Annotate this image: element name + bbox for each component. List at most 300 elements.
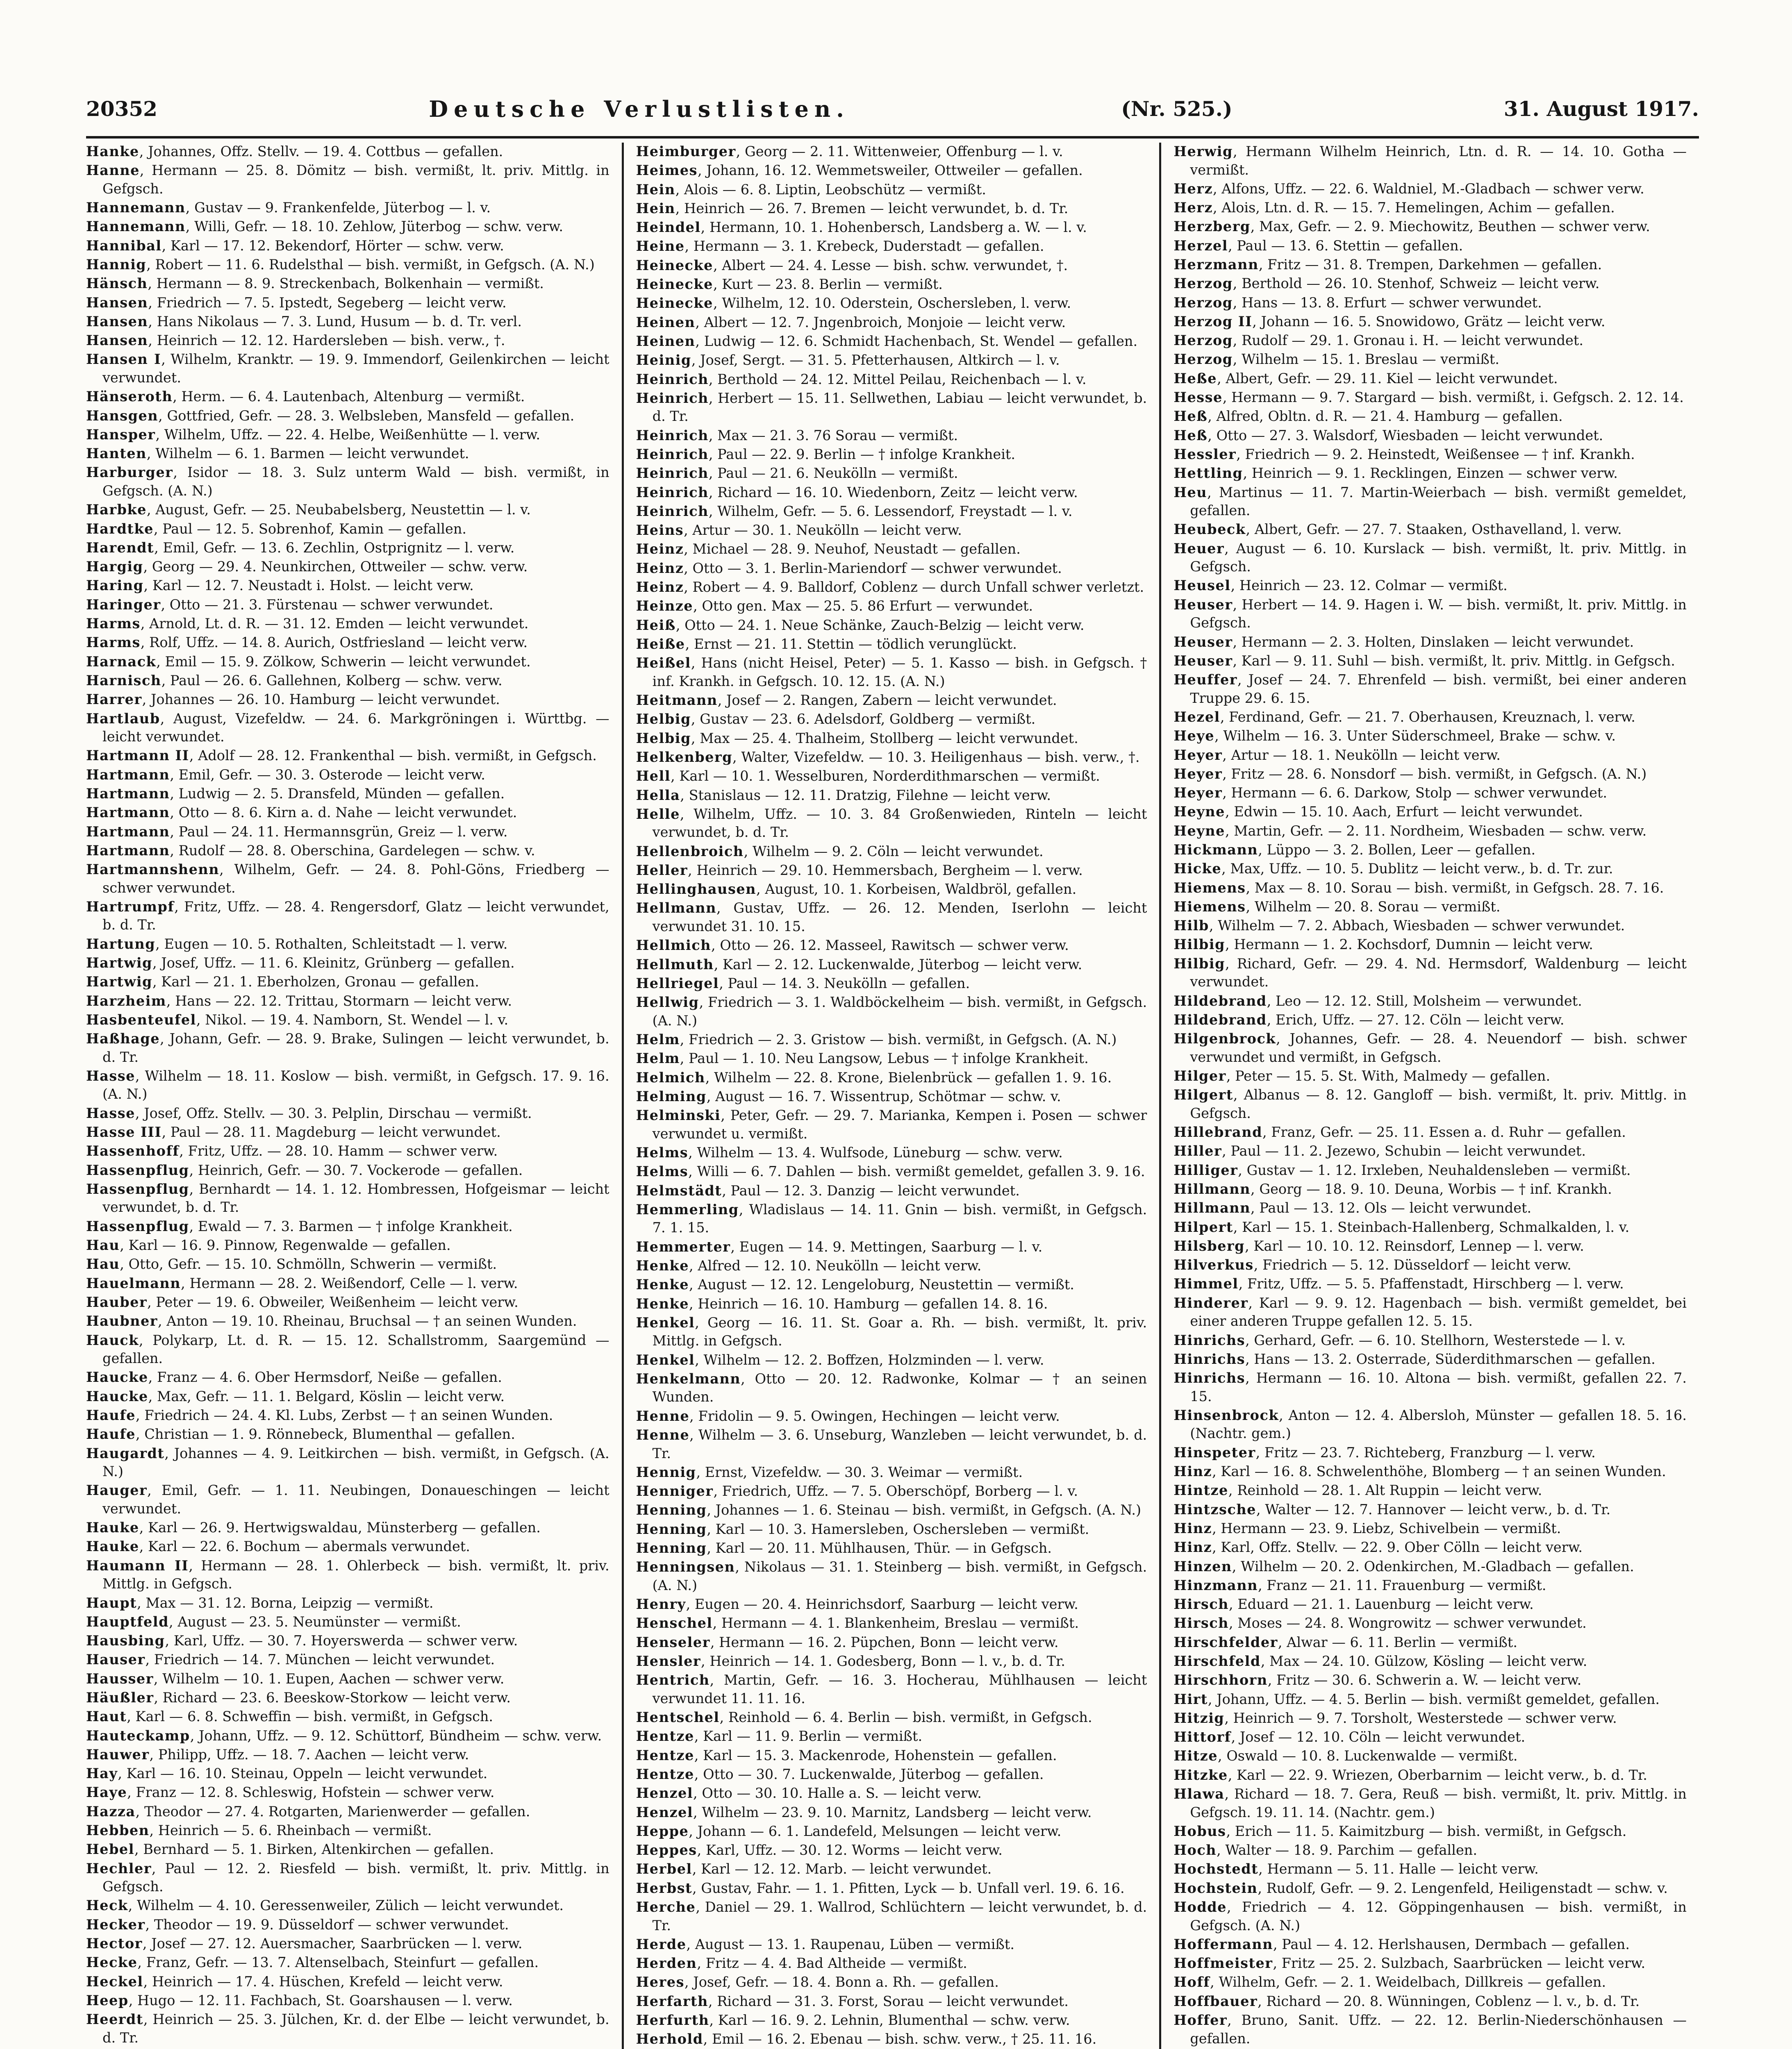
entry-details: Walter, Vizefeldw. — 10. 3. Heiligenhaus — bish. verw., †. <box>741 749 1140 765</box>
entry-surname: Hauger , <box>86 1482 161 1498</box>
entry-surname: Hitzig , <box>1173 1710 1233 1726</box>
casualty-entry <box>86 199 609 217</box>
casualty-entry <box>636 1652 1147 1671</box>
entry-surname: Hassenpflug , <box>86 1181 199 1197</box>
casualty-entry <box>86 842 609 860</box>
casualty-entry <box>1173 1538 1687 1557</box>
casualty-entry <box>636 1370 1147 1406</box>
entry-details: Karl, Uffz. — 30. 12. Worms — leicht verw. <box>705 1842 1003 1858</box>
casualty-entry <box>86 2010 609 2047</box>
casualty-entry <box>1173 388 1687 407</box>
entry-details: Max, Gefr. — 2. 9. Miechowitz, Beuthen — schwer verw. <box>1259 218 1650 235</box>
entry-surname: Hartmann , <box>86 843 179 859</box>
entry-details: Max — 21. 3. 76 Sorau — vermißt. <box>717 427 958 443</box>
casualty-entry <box>1173 332 1687 350</box>
casualty-entry <box>86 143 609 161</box>
entry-surname: Heuffer , <box>1173 672 1248 688</box>
entry-surname: Hellinghausen , <box>636 881 765 897</box>
entry-details: Wilhelm — 7. 2. Abbach, Wiesbaden — schwer verwundet. <box>1218 918 1625 934</box>
entry-surname: Heinen , <box>636 333 704 349</box>
entry-surname: Hassenpflug , <box>86 1162 198 1178</box>
entry-surname: Heller , <box>636 862 697 878</box>
entry-surname: Hannemann , <box>86 218 194 234</box>
casualty-entry <box>86 634 609 652</box>
entry-surname: Henning , <box>636 1502 716 1518</box>
entry-surname: Hargig , <box>86 559 152 575</box>
entry-details: Karl, Uffz. — 30. 7. Hoyerswerda — schwer verw. <box>173 1633 518 1649</box>
entry-details: Hermann — 23. 9. Liebz, Schivelbein — vermißt. <box>1221 1520 1561 1536</box>
casualty-entry <box>636 1747 1147 1765</box>
entry-surname: Henniger , <box>636 1483 722 1499</box>
entry-surname: Henkel , <box>636 1352 704 1368</box>
entry-details: Wilhelm — 4. 10. Geressenweiler, Zülich — leicht verwundet. <box>136 1897 564 1914</box>
entry-details: Otto — 30. 7. Luckenwalde, Jüterbog — gefallen. <box>703 1766 1044 1782</box>
entry-details: Heinrich, Gefr. — 30. 7. Vockerode — gefallen. <box>198 1162 523 1178</box>
entry-details: Hermann — 28. 2. Weißendorf, Celle — l. verw. <box>189 1275 518 1291</box>
casualty-entry <box>636 257 1147 275</box>
entry-details: Otto — 21. 3. Fürstenau — schwer verwundet. <box>169 596 493 613</box>
casualty-entry <box>86 691 609 709</box>
entry-details: Kurt — 23. 8. Berlin — vermißt. <box>722 276 943 293</box>
entry-details: Georg — 2. 11. Wittenweier, Offenburg — l. v. <box>744 143 1063 159</box>
entry-details: Hermann — 9. 7. Stargard — bish. vermißt, i. Gefgsch. 2. 12. 14. <box>1231 389 1684 406</box>
entry-surname: Heck , <box>86 1897 137 1913</box>
entry-surname: Hanke , <box>86 143 148 159</box>
entry-surname: Heißel , <box>636 655 701 671</box>
entry-details: Artur — 30. 1. Neukölln — leicht verw. <box>692 522 962 538</box>
entry-surname: Hinspeter , <box>1173 1445 1264 1461</box>
casualty-entry <box>636 1163 1147 1181</box>
casualty-entry <box>1173 727 1687 745</box>
entry-surname: Heiße , <box>636 636 694 652</box>
entry-surname: Hinrichs , <box>1173 1332 1254 1348</box>
casualty-entry <box>86 1708 609 1726</box>
entry-surname: Hillmann , <box>1173 1181 1259 1197</box>
entry-surname: Herfarth , <box>636 1993 717 2009</box>
entry-details: Friedrich — 7. 5. Ipstedt, Segeberg — leicht verw. <box>157 294 507 311</box>
entry-surname: Heep , <box>86 1992 137 2008</box>
casualty-entry <box>86 766 609 784</box>
entry-details: Bernhard — 5. 1. Birken, Altenkirchen — gefallen. <box>143 1841 494 1858</box>
entry-details: Peter — 15. 5. St. With, Malmedy — gefallen. <box>1235 1068 1551 1084</box>
casualty-entry <box>86 1651 609 1669</box>
entry-details: Christian — 1. 9. Rönnebeck, Blumenthal — gefallen. <box>144 1426 515 1442</box>
casualty-entry <box>636 748 1147 767</box>
entry-details: Wilhelm — 20. 2. Odenkirchen, M.-Gladbach — gefallen. <box>1241 1558 1634 1574</box>
entry-details: Emil, Gefr. — 1. 11. Neubingen, Donaueschingen — leicht verwundet. <box>102 1482 609 1517</box>
entry-surname: Herzog , <box>1173 332 1242 348</box>
entry-surname: Hellriegel , <box>636 975 728 991</box>
entry-details: Wilhelm, 12. 10. Oderstein, Oschersleben, l. verw. <box>722 295 1071 311</box>
entry-surname: Hemmerter , <box>636 1239 739 1255</box>
entry-surname: Heinrich , <box>636 503 718 519</box>
entry-details: Max, Uffz. — 10. 5. Dublitz — leicht verw., b. d. Tr. zur. <box>1230 861 1613 877</box>
entry-surname: Heubeck , <box>1173 521 1254 537</box>
casualty-entry <box>86 1142 609 1161</box>
entry-details: Gustav, Uffz. — 26. 12. Menden, Iserlohn — leicht verwundet 31. 10. 15. <box>652 900 1147 934</box>
entry-details: Josef — 27. 12. Auersmacher, Saarbrücken — l. verw. <box>151 1935 523 1952</box>
entry-details: Wilhelm, Gefr. — 2. 1. Weidelbach, Dillkreis — gefallen. <box>1219 1974 1606 1990</box>
entry-surname: Hinz , <box>1173 1539 1221 1555</box>
casualty-entry <box>1173 1973 1687 1992</box>
entry-details: Otto — 20. 12. Radwonke, Kolmar — † an seinen Wunden. <box>652 1370 1147 1405</box>
entry-surname: Heyer , <box>1173 747 1231 763</box>
entry-details: Karl — 15. 3. Mackenrode, Hohenstein — gefallen. <box>703 1747 1057 1763</box>
casualty-entry <box>636 445 1147 464</box>
entry-surname: Hauser , <box>86 1651 154 1667</box>
entry-details: Alfred, Obltn. d. R. — 21. 4. Hamburg — gefallen. <box>1216 408 1563 425</box>
casualty-entry <box>636 1295 1147 1313</box>
entry-surname: Heinrich , <box>636 484 718 500</box>
casualty-entry <box>86 1293 609 1312</box>
entry-surname: Hinz , <box>1173 1463 1221 1479</box>
casualty-entry <box>86 445 609 463</box>
casualty-entry <box>86 785 609 803</box>
entry-details: Stanislaus — 12. 11. Dratzig, Filehne — leicht verw. <box>689 787 1051 803</box>
issue-date: 31. August 1917. <box>1503 97 1699 121</box>
casualty-entry <box>636 975 1147 993</box>
entry-details: Gustav — 23. 6. Adelsdorf, Goldberg — vermißt. <box>700 711 1036 727</box>
entry-surname: Hinzmann , <box>1173 1577 1267 1593</box>
entry-details: Otto — 30. 10. Halle a. S. — leicht verw. <box>702 1785 982 1801</box>
casualty-entry <box>1173 407 1687 426</box>
entry-surname: Hartmann II , <box>86 747 198 763</box>
entry-details: Friedrich — 9. 2. Heinstedt, Weißensee — † inf. Krankh. <box>1245 446 1635 462</box>
entry-surname: Hasse , <box>86 1105 144 1121</box>
casualty-entry <box>86 1954 609 1972</box>
entry-surname: Henkel , <box>636 1315 707 1331</box>
entry-details: Fritz, Uffz. — 5. 5. Pfaffenstadt, Hirschberg — l. verw. <box>1247 1276 1624 1292</box>
entry-surname: Heitmann , <box>636 692 726 708</box>
entry-surname: Hauwer , <box>86 1747 158 1763</box>
casualty-entry <box>1173 1935 1687 1954</box>
entry-details: Eugen — 10. 5. Rothalten, Schleitstadt — l. verw. <box>164 936 508 952</box>
entry-surname: Hartmann , <box>86 824 179 840</box>
entry-surname: Hilgert , <box>1173 1087 1244 1103</box>
casualty-entry <box>86 1689 609 1707</box>
entry-surname: Heß , <box>1173 408 1216 424</box>
entry-surname: Hänseroth , <box>86 388 182 404</box>
entry-details: Karl — 16. 10. Steinau, Oppeln — leicht verwundet. <box>126 1765 488 1782</box>
entry-details: Fritz — 4. 4. Bad Altheide — vermißt. <box>705 1955 967 1972</box>
casualty-entry <box>1173 671 1687 707</box>
casualty-columns <box>86 143 1699 2049</box>
entry-details: Josef, Uffz. — 11. 6. Kleinitz, Grünberg — gefallen. <box>161 954 515 971</box>
entry-surname: Hiemens , <box>1173 880 1254 896</box>
page-header <box>86 89 1699 128</box>
entry-details: Erich, Uffz. — 27. 12. Cöln — leicht verw. <box>1276 1011 1565 1028</box>
entry-surname: Heyne , <box>1173 804 1234 820</box>
entry-surname: Hesse , <box>1173 389 1231 405</box>
casualty-entry <box>1173 484 1687 520</box>
entry-details: Georg — 18. 9. 10. Deuna, Worbis — † inf. Krankh. <box>1259 1181 1612 1197</box>
entry-details: Nikolaus — 31. 1. Steinberg — bish. vermißt, in Gefgsch. (A. N.) <box>652 1559 1147 1593</box>
entry-details: Hermann — 16. 10. Altona — bish. vermißt, gefallen 22. 7. 15. <box>1190 1370 1687 1404</box>
casualty-entry <box>86 1481 609 1518</box>
entry-surname: Hildebrand , <box>1173 993 1276 1009</box>
casualty-entry <box>636 275 1147 294</box>
casualty-entry <box>1173 237 1687 255</box>
entry-surname: Henry , <box>636 1596 695 1612</box>
entry-details: Karl — 2. 12. Luckenwalde, Jüterbog — leicht verw. <box>723 956 1082 972</box>
entry-details: Richard — 31. 3. Forst, Sorau — leicht verwundet. <box>717 1993 1069 2009</box>
entry-surname: Herde , <box>636 1936 695 1952</box>
entry-surname: Helm , <box>636 1050 689 1066</box>
entry-surname: Henning , <box>636 1540 716 1556</box>
entry-details: Paul — 12. 5. Sobrenhof, Kamin — gefallen. <box>162 520 467 537</box>
casualty-entry <box>1173 1463 1687 1481</box>
entry-details: Wilhelm — 9. 2. Cöln — leicht verwundet. <box>752 843 1044 859</box>
entry-surname: Helkenberg , <box>636 749 741 765</box>
casualty-entry <box>1173 1577 1687 1595</box>
entry-surname: Hennig , <box>636 1464 705 1480</box>
casualty-entry <box>636 1407 1147 1426</box>
entry-details: Robert — 11. 6. Rudelsthal — bish. vermißt, in Gefgsch. (A. N.) <box>155 256 595 273</box>
entry-surname: Haufe , <box>86 1407 144 1423</box>
entry-details: Hermann Wilhelm Heinrich, Ltn. d. R. — 14. 10. Gotha — vermißt. <box>1190 143 1687 178</box>
casualty-entry <box>1173 860 1687 878</box>
entry-details: Rudolf, Gefr. — 9. 2. Lengenfeld, Heiligenstadt — schw. v. <box>1266 1880 1668 1896</box>
entry-surname: Herzberg , <box>1173 218 1259 234</box>
casualty-entry <box>1173 1369 1687 1406</box>
entry-details: Georg — 16. 11. St. Goar a. Rh. — bish. vermißt, lt. priv. Mittlg. in Gefgsch. <box>652 1314 1147 1349</box>
entry-surname: Hitze , <box>1173 1748 1226 1764</box>
entry-surname: Harms , <box>86 616 149 632</box>
entry-details: Heinrich — 12. 12. Hardersleben — bish. verw., †. <box>157 332 505 349</box>
casualty-entry <box>1173 1086 1687 1122</box>
entry-surname: Hauck , <box>86 1332 152 1348</box>
casualty-entry <box>1173 1766 1687 1785</box>
casualty-entry <box>1173 1595 1687 1614</box>
casualty-entry <box>86 577 609 595</box>
casualty-entry <box>1173 577 1687 595</box>
entry-details: Gustav, Fahr. — 1. 1. Pfitten, Lyck — b. Unfall verl. 19. 6. 16. <box>701 1880 1125 1896</box>
page-number: 20352 <box>86 97 157 121</box>
casualty-entry <box>1173 803 1687 821</box>
entry-surname: Hauber , <box>86 1294 156 1310</box>
entry-surname: Hilliger , <box>1173 1162 1246 1178</box>
casualty-entry <box>86 596 609 614</box>
entry-surname: Hansen , <box>86 332 157 348</box>
entry-details: Johann, Gefr. — 28. 9. Brake, Sulingen — leicht verwundet, b. d. Tr. <box>102 1031 609 1065</box>
entry-details: Fritz — 30. 6. Schwerin a. W. — leicht verw. <box>1276 1672 1582 1688</box>
casualty-entry <box>1173 1898 1687 1935</box>
entry-details: Fritz — 23. 7. Richteberg, Franzburg — l. verw. <box>1264 1444 1596 1461</box>
entry-surname: Hebel , <box>86 1841 143 1857</box>
entry-details: Edwin — 15. 10. Aach, Erfurt — leicht verwundet. <box>1234 804 1583 820</box>
casualty-entry <box>86 1746 609 1764</box>
entry-surname: Helmich , <box>636 1070 714 1086</box>
entry-details: Johannes — 4. 9. Leitkirchen — bish. vermißt, in Gefgsch. (A. N.) <box>102 1445 609 1480</box>
casualty-entry <box>86 1406 609 1425</box>
casualty-entry <box>1173 879 1687 897</box>
casualty-entry <box>636 1314 1147 1350</box>
entry-details: Fritz — 25. 2. Sulzbach, Saarbrücken — leicht verw. <box>1281 1955 1646 1972</box>
entry-surname: Heu , <box>1173 484 1219 500</box>
entry-surname: Hannemann , <box>86 200 194 216</box>
entry-surname: Hinsenbrock , <box>1173 1407 1288 1423</box>
casualty-entry <box>86 218 609 236</box>
casualty-entry <box>636 1106 1147 1143</box>
entry-details: Karl — 22. 6. Bochum — abermals verwundet. <box>148 1538 470 1555</box>
entry-surname: Heerdt , <box>86 2011 152 2027</box>
casualty-entry <box>86 1840 609 1859</box>
casualty-entry <box>86 1765 609 1783</box>
entry-details: Wilhelm — 20. 8. Sorau — vermißt. <box>1254 898 1501 915</box>
casualty-entry <box>636 843 1147 861</box>
entry-surname: Heinz , <box>636 579 693 595</box>
entry-details: Hermann — 1. 2. Kochsdorf, Dumnin — leicht verw. <box>1234 936 1593 953</box>
entry-surname: Heindel , <box>636 219 710 235</box>
casualty-entry <box>636 1614 1147 1633</box>
entry-surname: Hell , <box>636 768 680 784</box>
entry-details: Herm. — 6. 4. Lautenbach, Altenburg — vermißt. <box>181 388 525 405</box>
casualty-entry <box>636 1860 1147 1879</box>
entry-surname: Hellmich , <box>636 937 720 953</box>
entry-surname: Herz , <box>1173 200 1221 216</box>
casualty-entry <box>86 1557 609 1593</box>
casualty-entry <box>636 1595 1147 1614</box>
entry-surname: Harms , <box>86 634 149 650</box>
casualty-entry <box>86 161 609 198</box>
entry-details: Emil, Gefr. — 13. 6. Zechlin, Ostprignitz — l. verw. <box>163 539 515 556</box>
entry-surname: Hassenpflug , <box>86 1218 198 1234</box>
casualty-entry <box>636 2030 1147 2049</box>
entry-surname: Hecke , <box>86 1954 146 1970</box>
entry-details: Erich — 11. 5. Kaimitzburg — bish. vermißt, in Gefgsch. <box>1235 1823 1627 1839</box>
entry-surname: Heinze , <box>636 598 702 614</box>
casualty-entry <box>636 464 1147 483</box>
entry-surname: Hansper , <box>86 427 164 443</box>
casualty-entry <box>1173 1671 1687 1690</box>
casualty-entry <box>636 370 1147 389</box>
entry-surname: Hoffermann , <box>1173 1936 1282 1952</box>
entry-details: Bernhardt — 14. 1. 12. Hombressen, Hofgeismar — leicht verwundet, b. d. Tr. <box>102 1181 609 1215</box>
entry-details: Otto — 26. 12. Masseel, Rawitsch — schwer verw. <box>720 937 1069 954</box>
entry-surname: Hau , <box>86 1256 129 1272</box>
casualty-entry <box>636 484 1147 502</box>
entry-surname: Hein , <box>636 200 684 216</box>
entry-details: Alfons, Uffz. — 22. 6. Waldniel, M.-Gladbach — schwer verw. <box>1221 180 1644 197</box>
entry-surname: Helms , <box>636 1145 697 1161</box>
casualty-entry <box>1173 313 1687 331</box>
casualty-entry <box>1173 1633 1687 1652</box>
entry-surname: Hezel , <box>1173 709 1229 725</box>
entry-details: Berthold — 26. 10. Stenhof, Schweiz — leicht verw. <box>1242 275 1600 292</box>
casualty-entry <box>1173 1350 1687 1369</box>
entry-surname: Heinrich , <box>636 465 718 481</box>
casualty-entry <box>636 936 1147 955</box>
entry-details: Rolf, Uffz. — 14. 8. Aurich, Ostfriesland — leicht verw. <box>149 634 528 651</box>
entry-details: Johannes, Gefr. — 28. 4. Neuendorf — bish. schwer verwundet und vermißt, in Gefgsch. <box>1190 1031 1687 1065</box>
entry-surname: Hirsch , <box>1173 1615 1237 1631</box>
casualty-entry <box>636 1257 1147 1275</box>
entry-surname: Henseler , <box>636 1634 719 1650</box>
entry-details: Karl — 12. 7. Neustadt i. Holst. — leicht verw. <box>152 577 474 594</box>
entry-details: Josef, Offz. Stellv. — 30. 3. Pelplin, Dirschau — vermißt. <box>144 1105 532 1121</box>
casualty-entry <box>636 1069 1147 1087</box>
casualty-entry <box>636 1879 1147 1898</box>
entry-surname: Hoffmeister , <box>1173 1955 1281 1971</box>
entry-details: Albert, Gefr. — 29. 11. Kiel — leicht verwundet. <box>1226 370 1558 386</box>
casualty-entry <box>636 427 1147 445</box>
casualty-entry <box>1173 746 1687 765</box>
entry-details: Max — 25. 4. Thalheim, Stollberg — leicht verwundet. <box>700 730 1078 746</box>
casualty-entry <box>86 463 609 500</box>
entry-details: Theodor — 19. 9. Düsseldorf — schwer verwundet. <box>154 1916 509 1933</box>
entry-surname: Hartmann , <box>86 767 179 783</box>
entry-details: Paul — 12. 2. Riesfeld — bish. vermißt, lt. priv. Mittlg. in Gefgsch. <box>102 1860 609 1895</box>
entry-surname: Hartmann , <box>86 786 179 802</box>
entry-surname: Hartwig , <box>86 974 161 990</box>
entry-surname: Hassenhoff , <box>86 1143 188 1159</box>
entry-surname: Herzog II , <box>1173 313 1261 329</box>
entry-surname: Hartwig , <box>86 955 161 971</box>
entry-details: Heinrich — 9. 1. Recklingen, Einzen — schwer verw. <box>1251 465 1618 482</box>
casualty-entry <box>1173 218 1687 236</box>
entry-surname: Hauke , <box>86 1538 148 1554</box>
casualty-entry <box>1173 633 1687 652</box>
casualty-entry <box>636 993 1147 1030</box>
entry-surname: Haring , <box>86 577 152 593</box>
entry-details: Emil — 16. 2. Ebenau — bish. schw. verw., † 25. 11. 16. <box>712 2031 1097 2047</box>
casualty-entry <box>636 1804 1147 1822</box>
entry-details: Karl — 9. 11. Suhl — bish. vermißt, lt. priv. Mittlg. in Gefgsch. <box>1241 652 1675 669</box>
entry-details: Hermann — 8. 9. Streckenbach, Bolkenhain — vermißt. <box>156 275 544 292</box>
entry-surname: Hirschfelder , <box>1173 1634 1287 1650</box>
casualty-entry <box>1173 1728 1687 1747</box>
casualty-entry <box>86 501 609 519</box>
entry-details: Wilhelm, Kranktr. — 19. 9. Immendorf, Geilenkirchen — leicht verwundet. <box>102 351 609 386</box>
entry-surname: Heusel , <box>1173 577 1239 593</box>
entry-details: Heinrich — 26. 7. Bremen — leicht verwundet, b. d. Tr. <box>684 200 1069 216</box>
casualty-entry <box>1173 1067 1687 1086</box>
casualty-entry <box>1173 1992 1687 2011</box>
entry-surname: Hanne , <box>86 162 152 178</box>
casualty-entry <box>636 635 1147 654</box>
entry-surname: Hilb , <box>1173 918 1218 934</box>
entry-details: Hans — 13. 2. Osterrade, Süderdithmarschen — gefallen. <box>1254 1351 1656 1367</box>
entry-surname: Haugardt , <box>86 1445 174 1461</box>
entry-surname: Hauteckamp , <box>86 1728 199 1744</box>
casualty-entry <box>86 1067 609 1104</box>
entry-surname: Hazza , <box>86 1804 144 1820</box>
casualty-entry <box>636 143 1147 161</box>
casualty-entry <box>86 1161 609 1180</box>
entry-details: Heinrich — 14. 1. Godesberg, Bonn — l. v., b. d. Tr. <box>710 1653 1065 1669</box>
casualty-entry <box>636 200 1147 218</box>
casualty-entry <box>86 1538 609 1556</box>
casualty-entry <box>1173 1520 1687 1538</box>
entry-surname: Hentze , <box>636 1747 703 1763</box>
entry-details: Leo — 12. 12. Still, Molsheim — verwundet. <box>1276 993 1582 1009</box>
column-1 <box>86 143 624 2049</box>
entry-surname: Hochstedt , <box>1173 1861 1267 1877</box>
casualty-entry <box>86 1368 609 1387</box>
entry-details: Wilhelm — 16. 3. Unter Süderschmeel, Brake — schw. v. <box>1223 728 1616 744</box>
entry-details: Johann, 16. 12. Wemmetsweiler, Ottweiler — gefallen. <box>706 162 1083 179</box>
entry-details: Johannes — 26. 10. Hamburg — leicht verwundet. <box>150 691 500 708</box>
entry-details: Richard, Gefr. — 29. 4. Nd. Hermsdorf, Waldenburg — leicht verwundet. <box>1190 955 1687 990</box>
entry-details: Wilhelm — 23. 9. 10. Marnitz, Landsberg — leicht verw. <box>702 1804 1092 1820</box>
casualty-entry <box>1173 1860 1687 1879</box>
entry-surname: Helminski , <box>636 1107 730 1123</box>
casualty-entry <box>86 898 609 934</box>
casualty-entry <box>86 804 609 822</box>
entry-details: Paul — 21. 6. Neukölln — vermißt. <box>717 465 958 482</box>
entry-details: Friedrich — 4. 12. Göppingenhausen — bish. vermißt, in Gefgsch. (A. N.) <box>1190 1899 1687 1933</box>
entry-details: Otto — 27. 3. Walsdorf, Wiesbaden — leicht verwundet. <box>1216 427 1603 443</box>
